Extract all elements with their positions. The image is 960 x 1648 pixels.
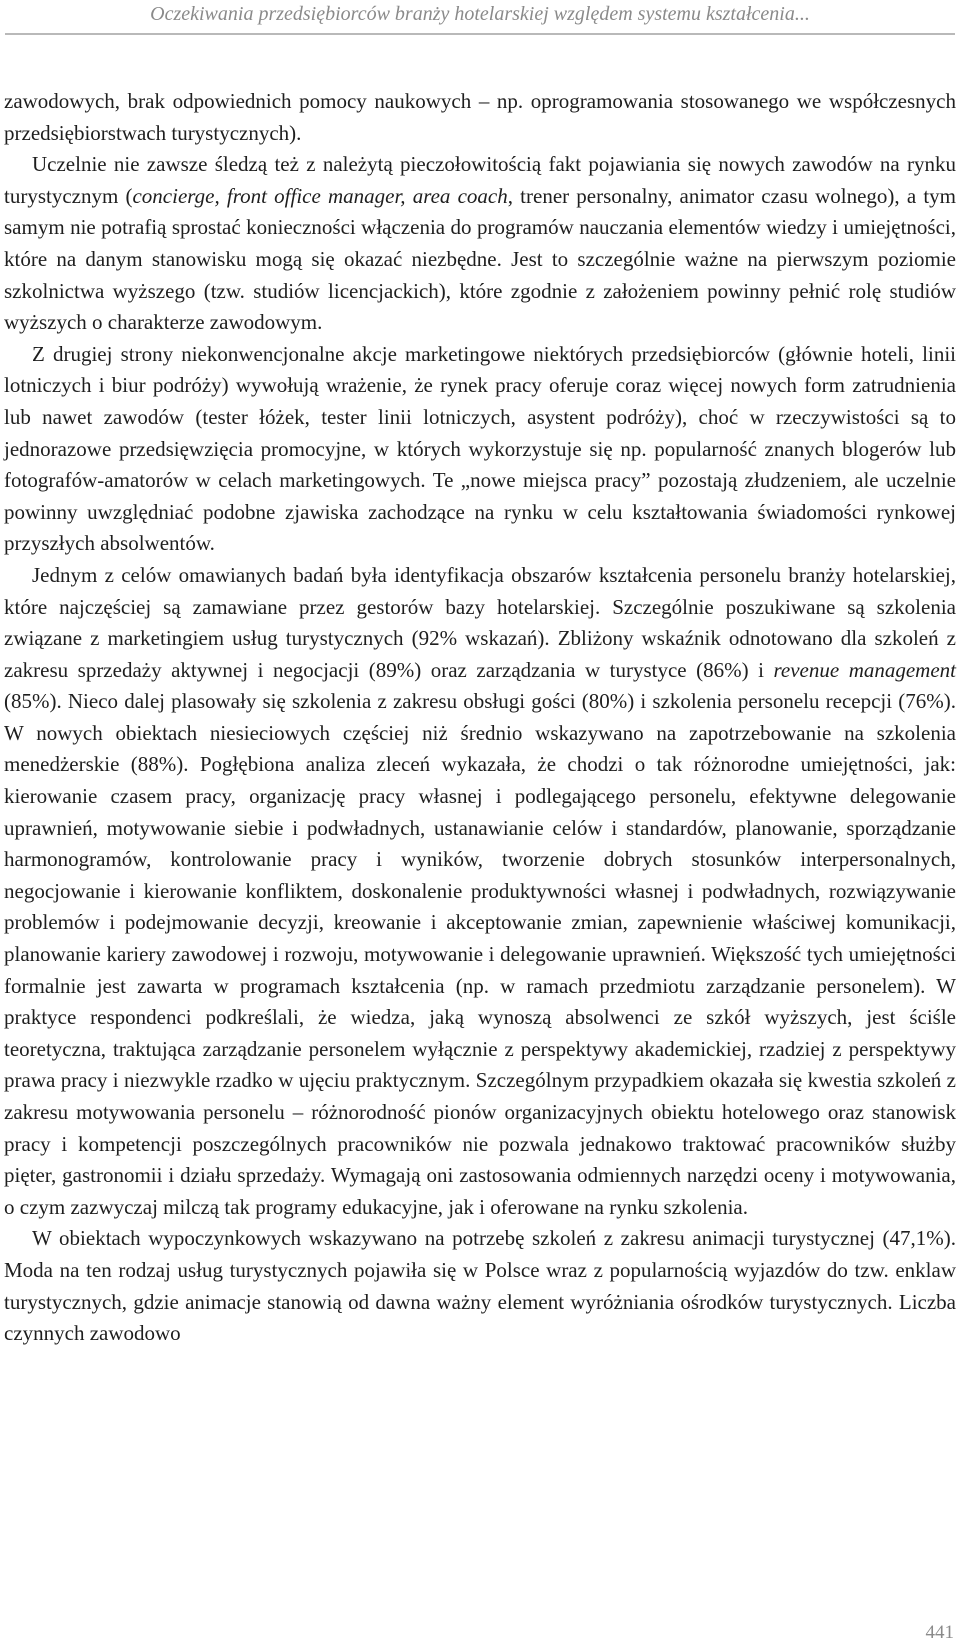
body-text xyxy=(4,86,956,1350)
paragraph xyxy=(4,149,956,339)
page-number: 441 xyxy=(925,1622,954,1643)
paragraph xyxy=(4,86,956,149)
text-run: , trener personalny, animator czasu wolnego), a tym samym nie potrafią sprostać konieczności włączenia do programów nauczania elementów wiedzy i umiejętności, które na danym stanowisku mogą się okazać niezbędne. Jest to szczególnie ważne na pierwszym poziomie szkolnictwa wyższego (tzw. studiów licencjackich), które zgodnie z założeniem powinny pełnić rolę studiów wyższych o charakterze zawodowym. xyxy=(4,183,957,335)
italic-text-run: concierge, front office manager, area coach xyxy=(132,183,508,208)
text-run: (85%). Nieco dalej plasowały się szkolenia z zakresu obsługi gości (80%) i szkolenia personelu recepcji (76%). W nowych obiektach niesieciowych częściej niż średnio wskazywano na zapotrzebowanie na szkolenia menedżerskie (88%). Pogłębiona analiza zleceń wykazała, że chodzi o tak różnorodne umiejętności, jak: kierowanie czasem pracy, organizację pracy własnej i podlegającego personelu, efektywne delegowanie uprawnień, motywowanie siebie i podwładnych, ustanawianie celów i standardów, planowanie, sporządzanie harmonogramów, kontrolowanie pracy i wyników, tworzenie dobrych stosunków interpersonalnych, negocjowanie i kierowanie konfliktem, doskonalenie produktywności własnej i podwładnych, rozwiązywanie problemów i podejmowanie decyzji, kreowanie i akceptowanie zmian, zapewnienie właściwej komunikacji, planowanie kariery zawodowej i rozwoju, motywowanie i delegowanie uprawnień. Większość tych umiejętności formalnie jest zawarta w programach kształcenia (np. w ramach przedmiotu zarządzanie personelem). W praktyce respondenci podkreślali, że wiedza, jaką wynoszą absolwenci ze szkół wyższych, jest ściśle teoretyczna, traktująca zarządzanie personelem wyłącznie z perspektywy akademickiej, rzadziej z perspektywy prawa pracy i niezwykle rzadko w ujęciu praktycznym. Szczególnym przypadkiem okazała się kwestia szkoleń z zakresu motywowania personelu – różnorodność pionów organizacyjnych obiektu hotelowego oraz stanowisk pracy i kompetencji poszczególnych pracowników nie pozwala jednakowo traktować pracowników służby pięter, gastronomii i działu sprzedaży. Wymagają oni zastosowania odmiennych narzędzi oceny i motywowania, o czym zazwyczaj milczą tak programy edukacyjne, jak i oferowane na rynku szkolenia. xyxy=(4,689,956,1219)
italic-text-run: revenue management xyxy=(773,657,956,682)
paragraph xyxy=(4,1223,956,1349)
text-run: Z drugiej strony niekonwencjonalne akcje marketingowe niektórych przedsiębiorców (głównie hoteli, linii lotniczych i biur podróży) wywołują wrażenie, że rynek pracy oferuje coraz więcej nowych form zatrudnienia lub nawet zawodów (tester łóżek, tester linii lotniczych, asystent podróży), choć w rzeczywistości są to jednorazowe przedsięwzięcia promocyjne, w których wykorzystuje się np. popularność znanych blogerów lub fotografów-amatorów w celach marketingowych. Te „nowe miejsca pracy” pozostają złudzeniem, ale uczelnie powinny uwzględniać podobne zjawiska zachodzące na rynku w celu kształtowania świadomości rynkowej przyszłych absolwentów. xyxy=(4,341,956,556)
text-run: Uczelnie nie zawsze śledzą też z należytą pieczołowitością fakt pojawiania się nowych zawodów na rynku turystycznym ( xyxy=(4,152,956,208)
header-rule xyxy=(5,33,955,35)
text-run: Jednym z celów omawianych badań była identyfikacja obszarów kształcenia personelu branży hotelarskiej, które najczęściej są zamawiane przez gestorów bazy hotelarskiej. Szczególnie poszukiwane są szkolenia związane z marketingiem usług turystycznych (92% wskazań). Zbliżony wskaźnik odnotowano dla szkoleń z zakresu sprzedaży aktywnej i negocjacji (89%) oraz zarządzania w turystyce (86%) i xyxy=(4,562,956,682)
paragraph xyxy=(4,560,956,1223)
running-header xyxy=(0,0,960,36)
text-run: W obiektach wypoczynkowych wskazywano na potrzebę szkoleń z zakresu animacji turystycznej (47,1%). Moda na ten rodzaj usług turystycznych pojawiła się w Polsce wraz z popularnością wyjazdów do tzw. enklaw turystycznych, gdzie animacje stanowią od dawna ważny element wyróżniania ośrodków turystycznych. Liczba czynnych zawodowo xyxy=(4,1226,956,1346)
running-title: Oczekiwania przedsiębiorców branży hotelarskiej względem systemu kształcenia... xyxy=(150,3,810,25)
text-run: zawodowych, brak odpowiednich pomocy naukowych – np. oprogramowania stosowanego we współczesnych przedsiębiorstwach turystycznych). xyxy=(4,89,956,145)
paragraph xyxy=(4,339,956,560)
